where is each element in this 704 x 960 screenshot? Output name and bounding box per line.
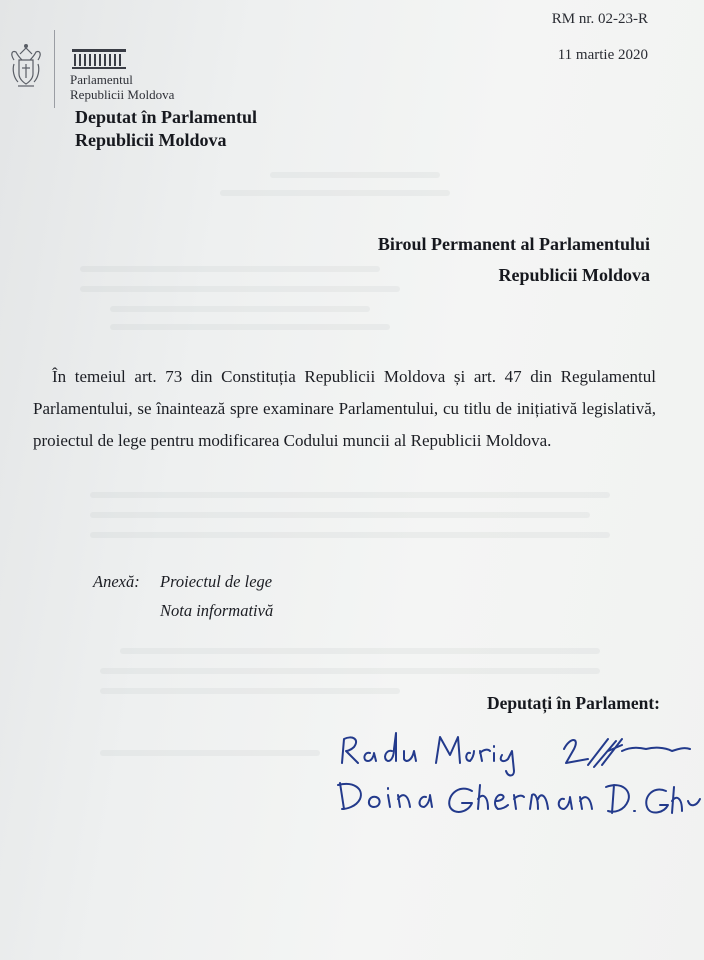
annex-block — [93, 567, 273, 625]
signatories-heading: Deputați în Parlament: — [486, 693, 660, 713]
annex-item-2: Nota informativă — [160, 601, 274, 620]
letter-body: În temeiul art. 73 din Constituția Republicii Moldova și art. 47 din Regulamentul Parlamentului, se înaintează spre examinare Parlamentului, cu titlu de inițiativă legislativă, proiectul de lege pentru modificarea Codului muncii al Republicii Moldova. — [33, 367, 656, 450]
document-reference — [552, 7, 648, 68]
addressee-line-2: Republicii Moldova — [498, 265, 650, 285]
institution-name — [70, 72, 174, 102]
annex-item-1: Proiectul de lege — [160, 572, 273, 591]
institution-line-1: Parlamentul — [70, 72, 133, 87]
sender-line-1: Deputat în Parlamentul — [75, 107, 257, 127]
annex-label: Anexă: — [93, 572, 140, 591]
header-divider — [54, 30, 55, 108]
parliament-building-icon — [70, 45, 130, 71]
addressee — [378, 229, 650, 291]
sender-line-2: Republicii Moldova — [75, 130, 227, 150]
institution-line-2: Republicii Moldova — [70, 87, 175, 102]
reference-number: RM nr. 02-23-R — [551, 11, 648, 27]
sender-title — [75, 106, 257, 152]
handwritten-signatures — [330, 725, 704, 835]
document-date: 11 martie 2020 — [557, 46, 648, 63]
addressee-line-1: Biroul Permanent al Parlamentului — [377, 234, 650, 254]
moldova-coat-of-arms-icon — [6, 40, 46, 100]
